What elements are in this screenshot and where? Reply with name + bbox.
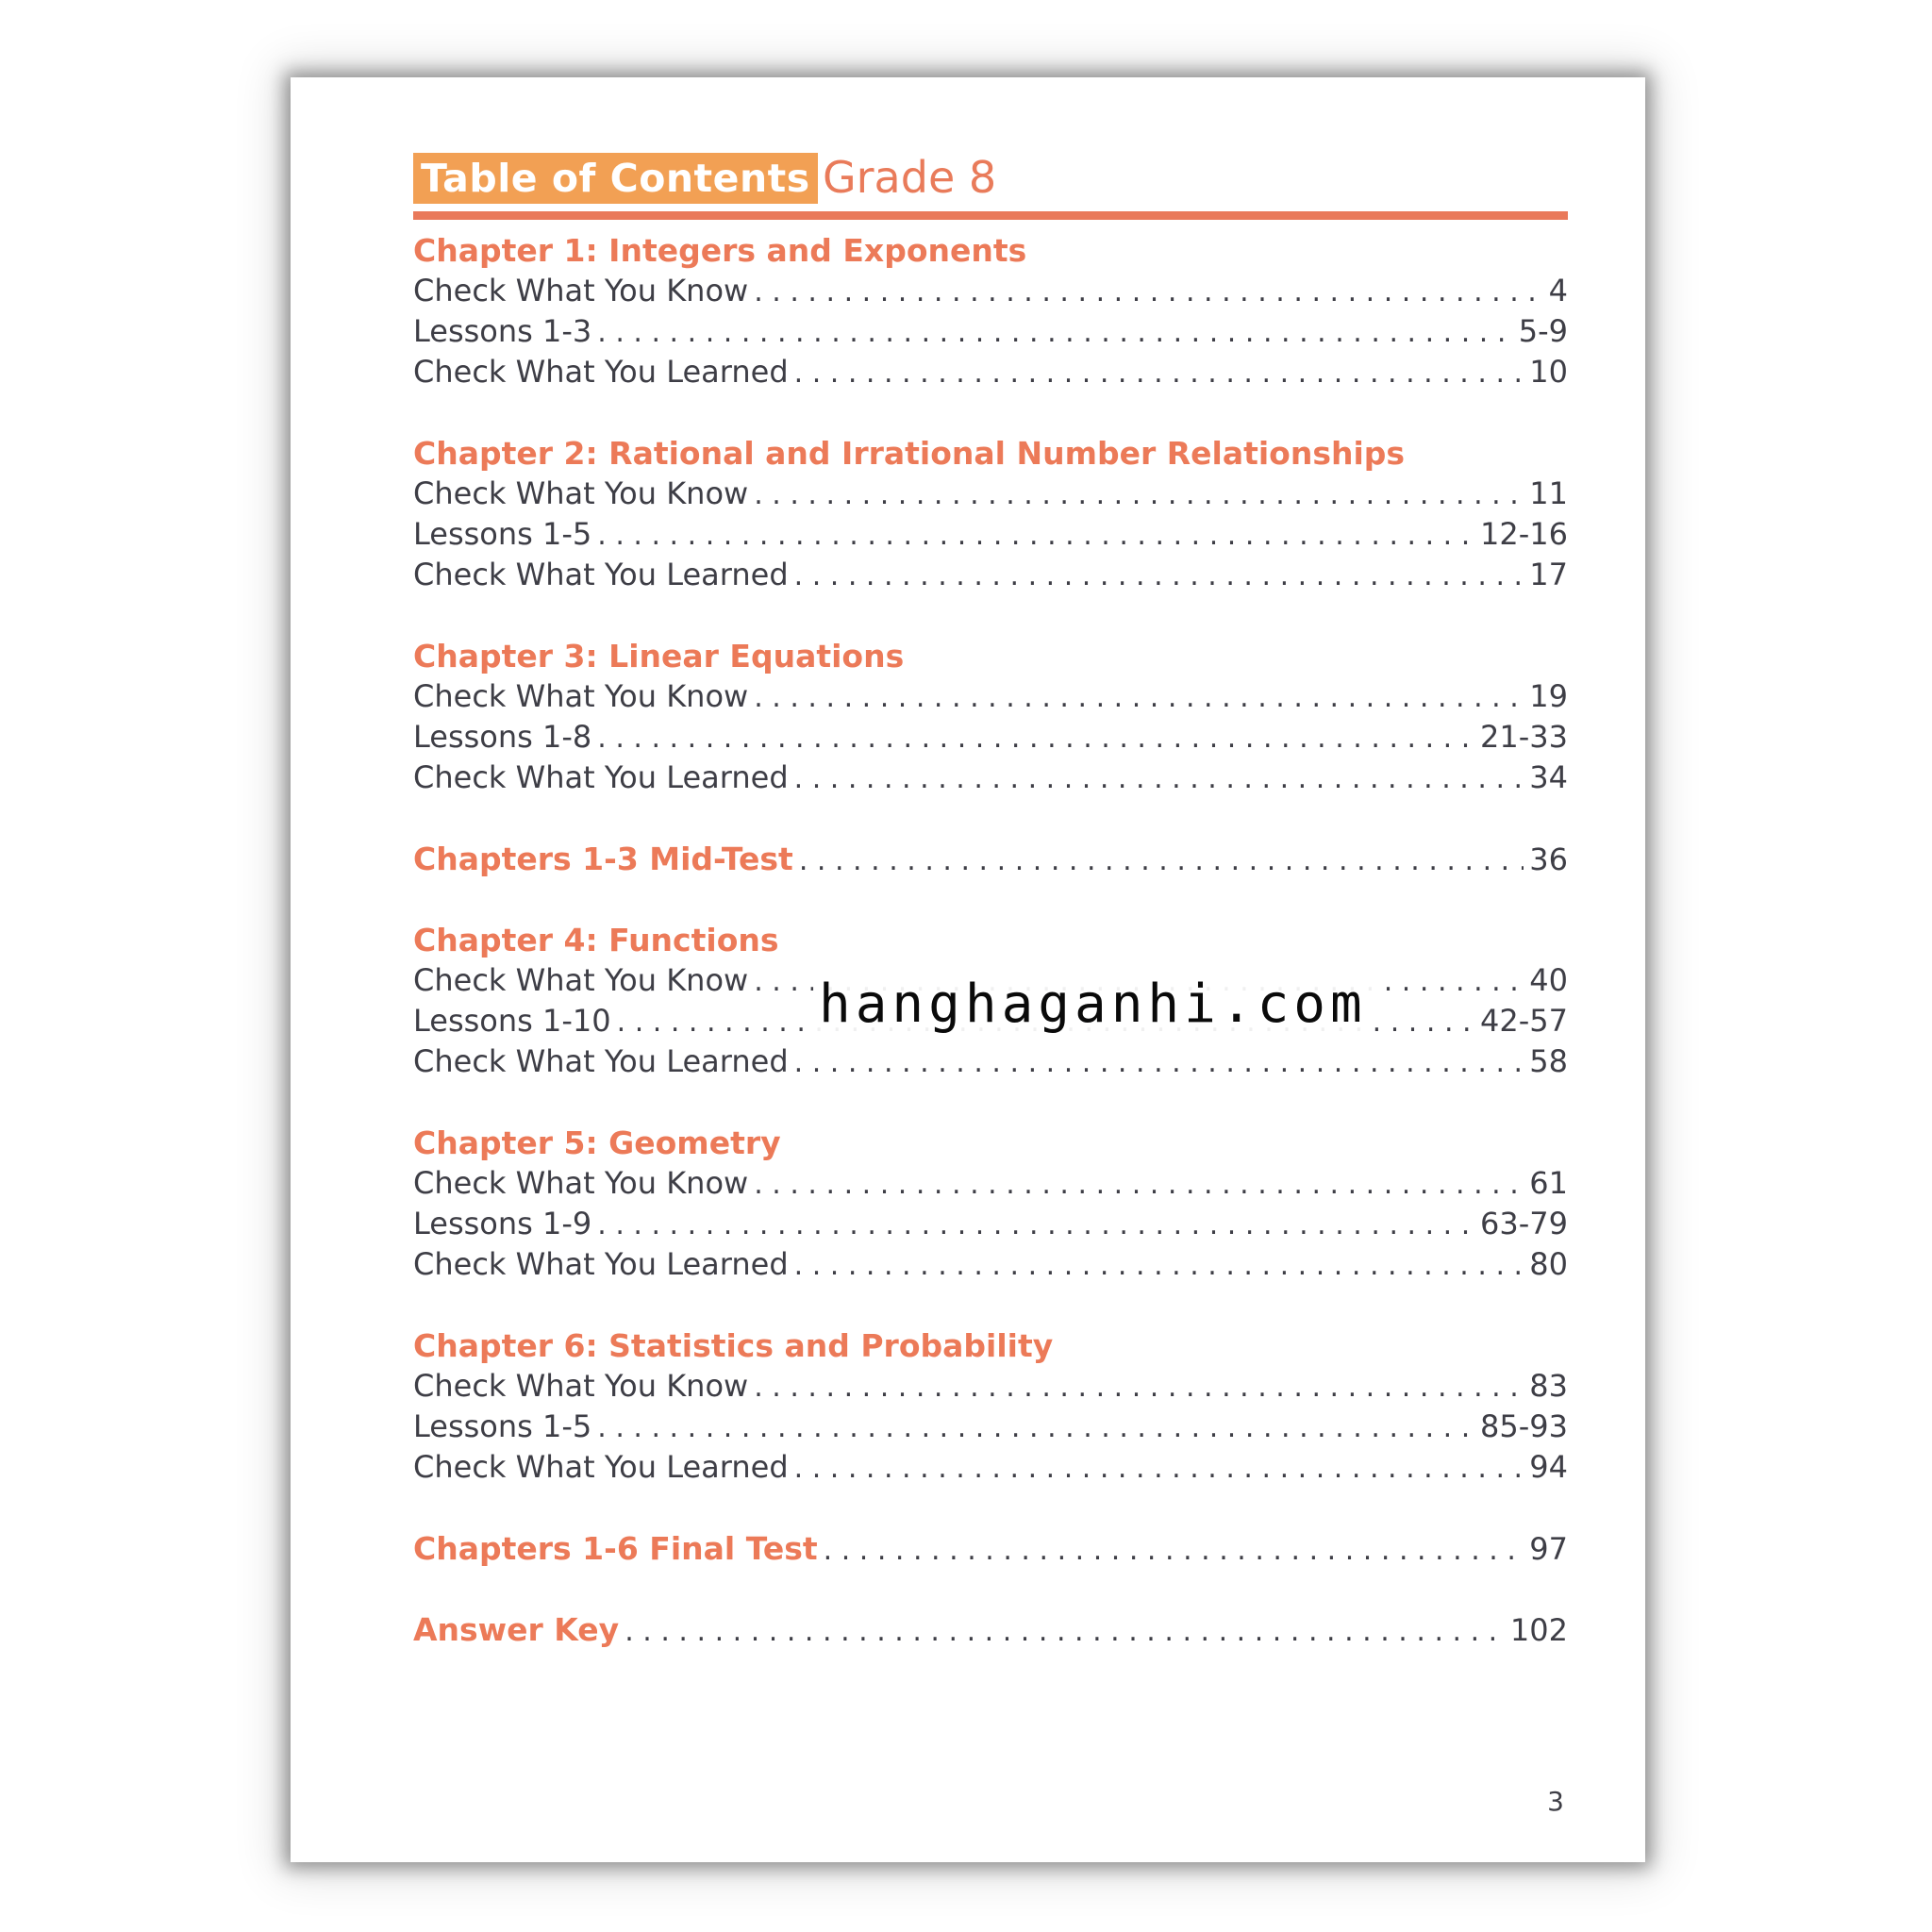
dot-leader [794, 1448, 1524, 1489]
dot-leader [794, 556, 1524, 596]
entry-page: 19 [1529, 678, 1568, 714]
toc-entry [413, 1204, 1568, 1244]
toc-entry [413, 717, 1568, 758]
entry-page: 40 [1529, 962, 1568, 998]
entry-label: Check What You Learned [413, 1449, 789, 1485]
entry-page: 102 [1509, 1612, 1568, 1648]
table-of-contents [413, 230, 1568, 1690]
toc-header [413, 140, 1568, 221]
entry-page: 5-9 [1518, 313, 1568, 349]
dot-leader [794, 353, 1524, 393]
entry-page: 11 [1529, 475, 1568, 511]
entry-label: Check What You Know [413, 962, 749, 998]
entry-label: Check What You Learned [413, 354, 789, 390]
toc-entry [413, 555, 1568, 595]
entry-page: 61 [1529, 1165, 1568, 1201]
chapter-4-title: Chapter 4: Functions [413, 922, 779, 958]
entry-label: Lessons 1-5 [413, 1408, 592, 1444]
entry-page: 34 [1529, 759, 1568, 795]
chapter-5-section [413, 1123, 1568, 1285]
chapter-6-title: Chapter 6: Statistics and Probability [413, 1327, 1054, 1364]
entry-label: Check What You Learned [413, 1246, 789, 1282]
toc-entry [413, 514, 1568, 555]
chapter-1-title: Chapter 1: Integers and Exponents [413, 232, 1027, 269]
toc-entry [413, 1244, 1568, 1285]
entry-label: Lessons 1-10 [413, 1003, 611, 1039]
dot-leader [794, 758, 1524, 799]
chapter-2-section [413, 433, 1568, 595]
entry-page: 4 [1548, 273, 1568, 308]
toc-entry [413, 311, 1568, 352]
entry-page: 83 [1529, 1368, 1568, 1404]
entry-label: Lessons 1-3 [413, 313, 592, 349]
final-test-title: Chapters 1-6 Final Test [413, 1530, 818, 1567]
entry-page: 58 [1529, 1043, 1568, 1079]
header-divider [413, 211, 1568, 220]
entry-label: Check What You Know [413, 475, 749, 511]
entry-page: 97 [1529, 1531, 1568, 1567]
toc-entry [413, 758, 1568, 798]
chapter-1-section [413, 230, 1568, 392]
toc-entry [413, 352, 1568, 392]
final-test-entry [413, 1528, 1568, 1569]
mid-test-section [413, 839, 1568, 879]
dot-leader [799, 841, 1524, 881]
toc-entry [413, 474, 1568, 514]
entry-label: Check What You Learned [413, 759, 789, 795]
dot-leader [597, 515, 1474, 556]
entry-label: Lessons 1-5 [413, 516, 592, 552]
dot-leader [597, 1407, 1474, 1448]
entry-label: Check What You Learned [413, 557, 789, 592]
chapter-6-section [413, 1325, 1568, 1488]
dot-leader [754, 475, 1524, 515]
dot-leader [754, 1367, 1524, 1407]
dot-leader [754, 677, 1524, 718]
toc-entry [413, 1163, 1568, 1204]
dot-leader [597, 312, 1512, 353]
chapter-5-title: Chapter 5: Geometry [413, 1124, 781, 1161]
dot-leader [794, 1042, 1524, 1083]
toc-title: Table of Contents [413, 153, 818, 204]
page-number: 3 [1547, 1786, 1564, 1817]
entry-page: 12-16 [1480, 516, 1568, 552]
entry-label: Check What You Know [413, 273, 749, 308]
toc-entry [413, 676, 1568, 717]
dot-leader [625, 1611, 1505, 1652]
dot-leader [794, 1245, 1524, 1286]
entry-page: 42-57 [1480, 1003, 1568, 1039]
entry-label: Check What You Know [413, 678, 749, 714]
entry-page: 17 [1529, 557, 1568, 592]
entry-page: 80 [1529, 1246, 1568, 1282]
entry-label: Check What You Know [413, 1165, 749, 1201]
final-test-section [413, 1528, 1568, 1569]
entry-page: 21-33 [1480, 719, 1568, 755]
mid-test-title: Chapters 1-3 Mid-Test [413, 841, 793, 877]
dot-leader [597, 718, 1474, 758]
toc-entry [413, 1366, 1568, 1407]
toc-entry [413, 1407, 1568, 1447]
answer-key-section [413, 1609, 1568, 1650]
mid-test-entry [413, 839, 1568, 879]
entry-page: 85-93 [1480, 1408, 1568, 1444]
entry-label: Lessons 1-8 [413, 719, 592, 755]
chapter-3-section [413, 636, 1568, 798]
dot-leader [754, 1164, 1524, 1205]
answer-key-title: Answer Key [413, 1611, 620, 1648]
entry-label: Check What You Learned [413, 1043, 789, 1079]
entry-page: 10 [1529, 354, 1568, 390]
dot-leader [824, 1530, 1524, 1571]
grade-label: Grade 8 [823, 152, 997, 203]
chapter-2-title: Chapter 2: Rational and Irrational Number Relationships [413, 435, 1406, 472]
book-page [291, 77, 1645, 1862]
watermark-text: hanghaganhi.com [813, 972, 1373, 1038]
toc-entry [413, 1041, 1568, 1082]
entry-page: 63-79 [1480, 1206, 1568, 1241]
dot-leader [754, 272, 1542, 312]
entry-label: Check What You Know [413, 1368, 749, 1404]
toc-entry [413, 271, 1568, 311]
toc-entry [413, 1447, 1568, 1488]
entry-page: 36 [1529, 841, 1568, 877]
chapter-3-title: Chapter 3: Linear Equations [413, 638, 905, 675]
entry-page: 94 [1529, 1449, 1568, 1485]
entry-label: Lessons 1-9 [413, 1206, 592, 1241]
dot-leader [597, 1205, 1474, 1245]
answer-key-entry [413, 1609, 1568, 1650]
